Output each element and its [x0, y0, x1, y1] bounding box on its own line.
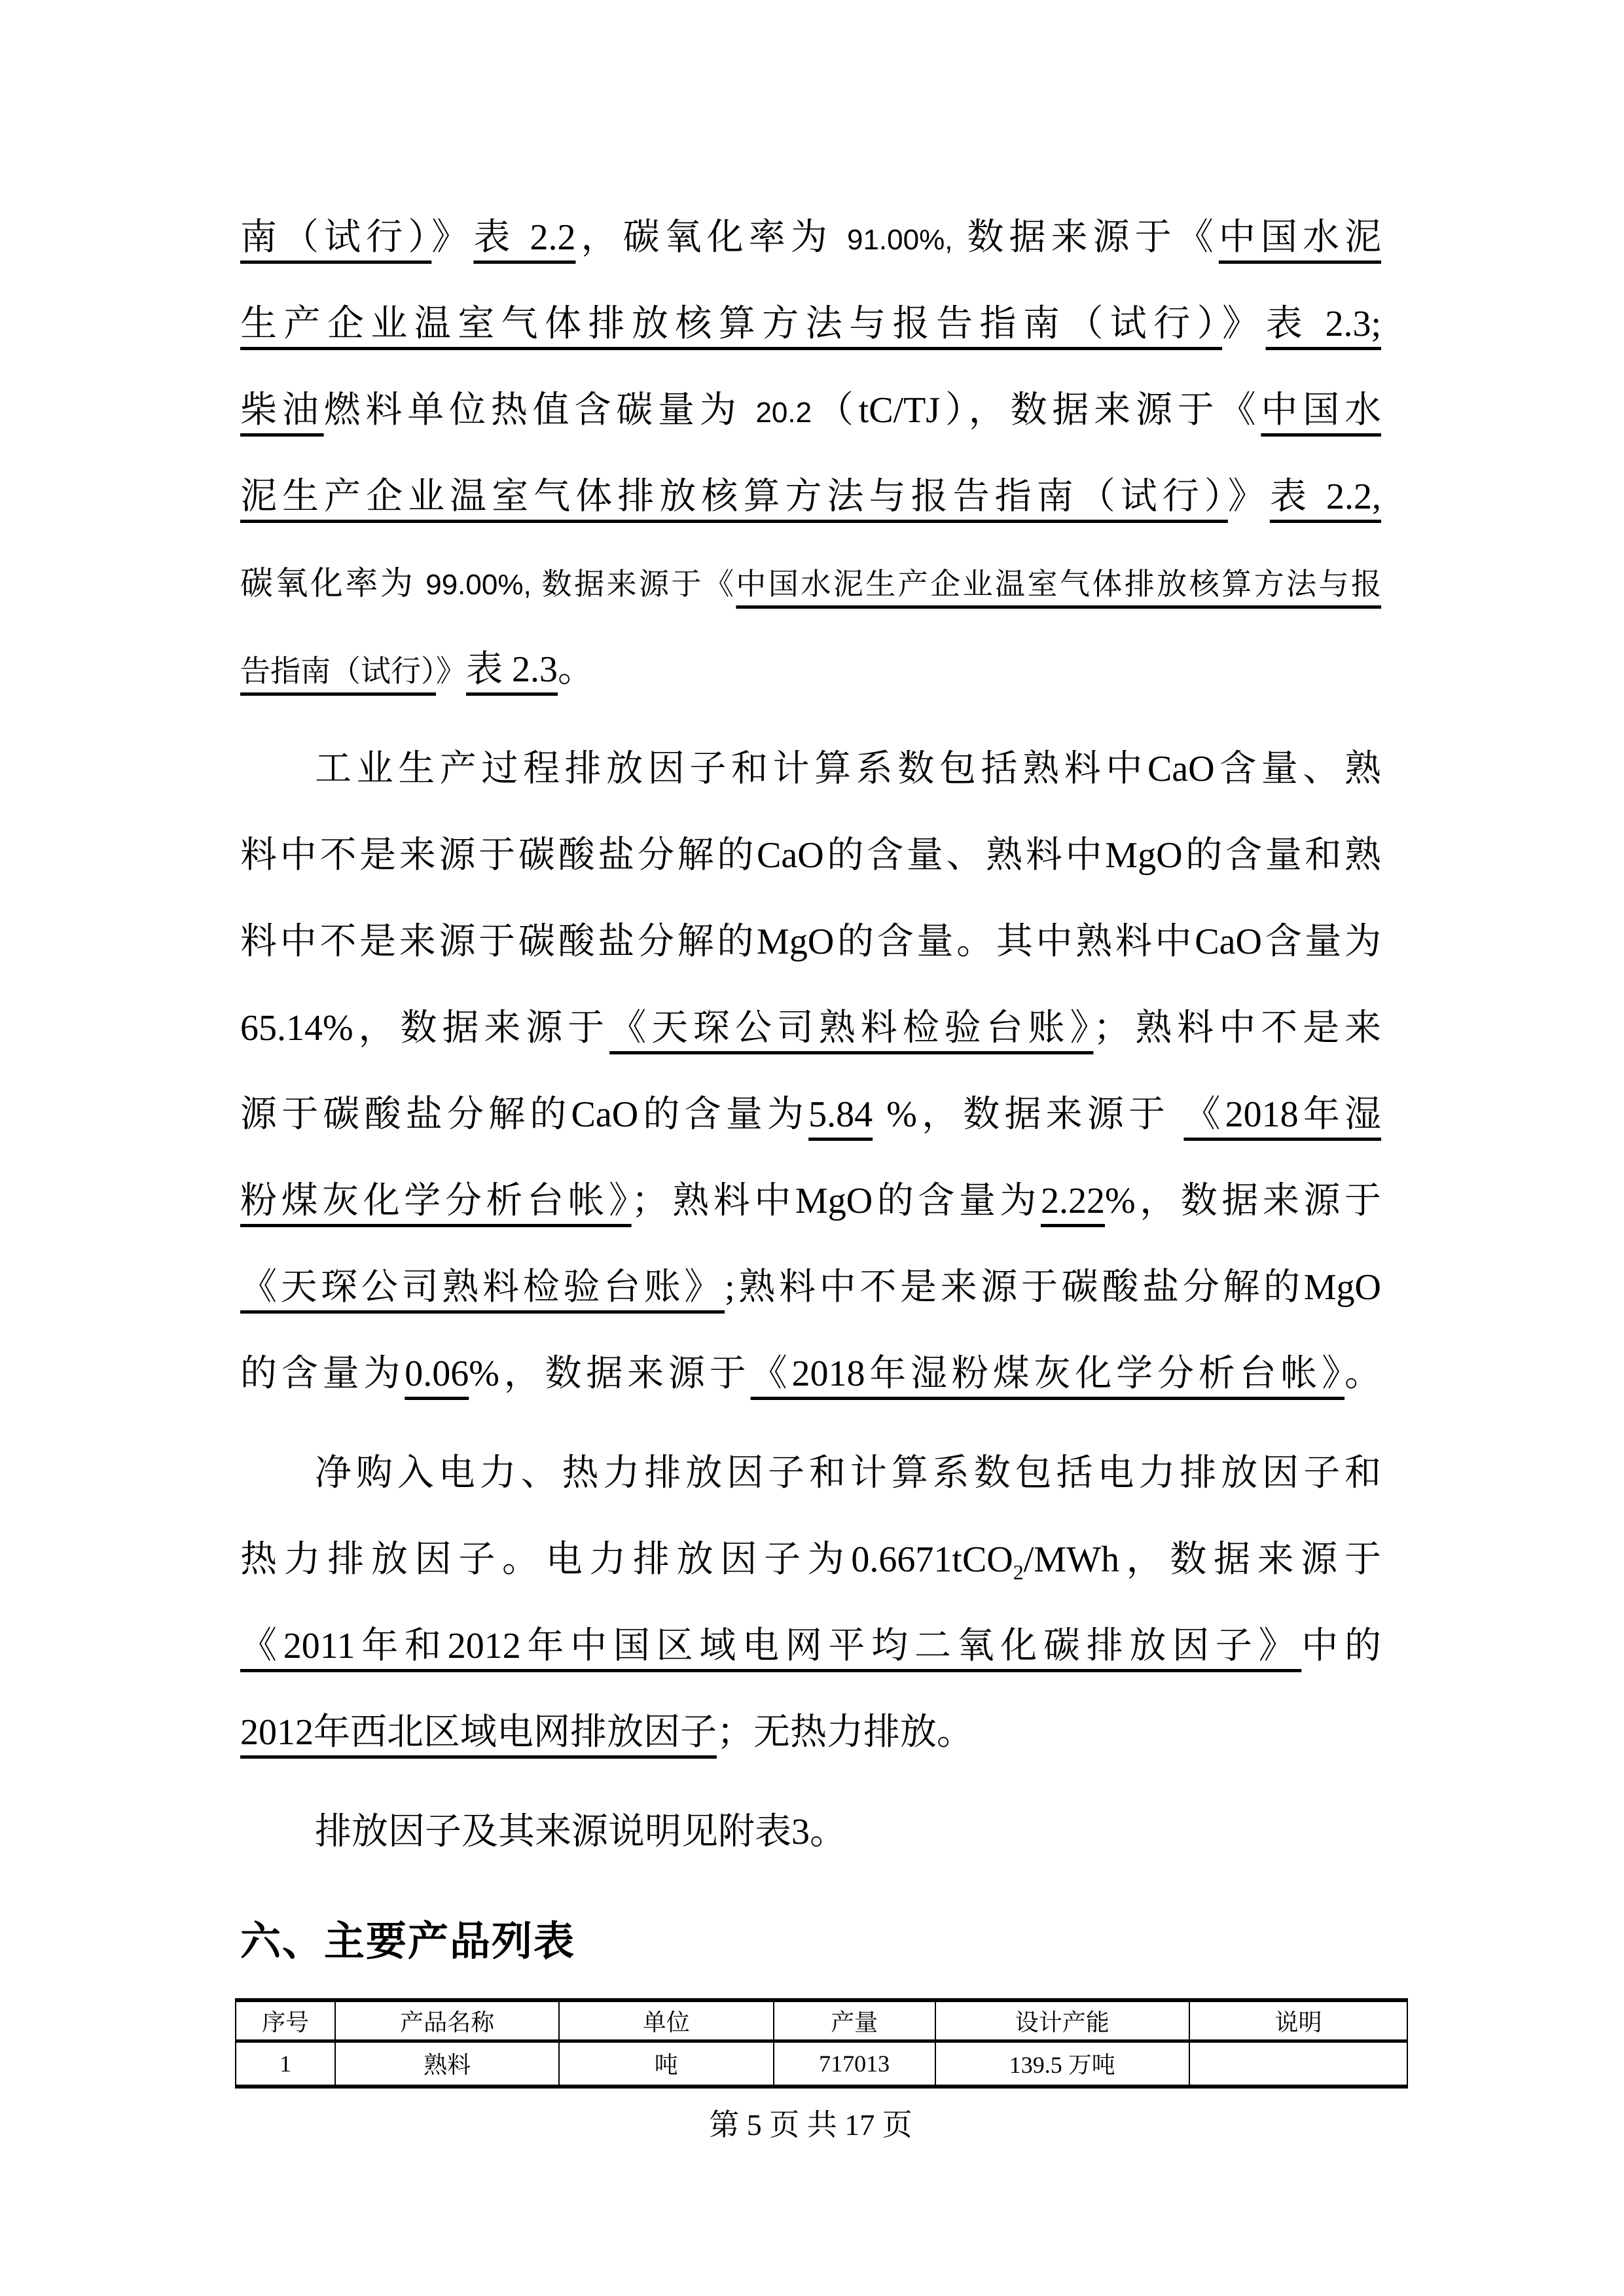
text-segment: %，数据来源于 [1104, 1181, 1382, 1221]
underlined-text-segment: 表 2.2 [473, 217, 576, 258]
products-table [235, 1998, 1408, 2089]
paragraph [240, 1430, 1381, 1776]
body-line [240, 899, 1381, 985]
underlined-text-segment: 南（试行） [240, 217, 432, 258]
text-segment: %，数据来源于 [469, 1354, 751, 1394]
underlined-text-segment: 《2018年湿 [1183, 1094, 1381, 1135]
underlined-text-segment: 《天琛公司熟料检验台账》 [240, 1267, 725, 1308]
table-cell: 熟料 [335, 2041, 559, 2087]
underlined-text-segment: 柴油 [240, 390, 324, 431]
text-segment: （tC/TJ），数据来源于《 [812, 390, 1261, 431]
table-cell: 139.5 万吨 [935, 2041, 1189, 2087]
text-segment: %，数据来源于 [873, 1094, 1184, 1135]
text-segment: ;熟料中不是来源于碳酸盐分解的MgO [725, 1267, 1381, 1308]
text-segment: 》 [1227, 476, 1270, 517]
text-segment: ，碳氧化率为 [575, 217, 847, 258]
body-line [240, 812, 1381, 899]
underlined-text-segment: 中国水泥生产企业温室气体排放核算方法与报 [736, 567, 1382, 601]
text-segment: /MWh，数据来源于 [1023, 1539, 1381, 1580]
body-line [240, 726, 1381, 812]
underlined-text-segment: 《2011年和2012年中国区域电网平均二氧化碳排放因子》 [240, 1626, 1302, 1666]
body-line [240, 1158, 1381, 1244]
text-segment: 料中不是来源于碳酸盐分解的MgO的含量。其中熟料中CaO含量为 [240, 922, 1381, 962]
text-segment: 的含量为 [240, 1354, 405, 1394]
text-segment: ；无热力排放。 [717, 1712, 973, 1753]
text-segment: ；熟料中不是来 [1093, 1008, 1382, 1049]
body-line [240, 985, 1381, 1071]
text-segment [532, 565, 542, 601]
body-line [240, 1689, 1381, 1776]
underlined-text-segment: 告指南（试行） [240, 654, 436, 688]
body-line [240, 194, 1381, 281]
text-segment: 2 [1013, 1560, 1024, 1584]
text-segment: 热力排放因子。电力排放因子为0.6671tCO [240, 1539, 1013, 1580]
underlined-text-segment: 2.22 [1040, 1181, 1105, 1221]
text-segment: 排放因子及其来源说明见附表3。 [315, 1812, 846, 1852]
underlined-text-segment: 2012年西北区域电网排放因子 [240, 1712, 717, 1753]
text-segment: 20.2 [755, 397, 812, 429]
table-header-cell: 产品名称 [335, 2000, 559, 2041]
body-line [240, 454, 1381, 540]
text-segment: 65.14%，数据来源于 [240, 1008, 610, 1049]
paragraph [240, 194, 1381, 713]
table-header-cell: 单位 [559, 2000, 774, 2041]
page-footer: 第 5 页 共 17 页 [709, 2108, 912, 2142]
table-header-cell: 序号 [236, 2000, 335, 2041]
text-segment: 99.00%, [425, 569, 532, 601]
products-table-header [236, 2000, 1407, 2041]
body-line [240, 281, 1381, 367]
section-heading: 六、主要产品列表 [240, 1919, 576, 1964]
text-segment: 中的 [1301, 1626, 1382, 1666]
body-line [240, 1603, 1381, 1689]
table-cell [1189, 2041, 1407, 2087]
table-cell: 717013 [774, 2041, 935, 2087]
underlined-text-segment: 《2018年湿粉煤灰化学分析台帐》 [750, 1354, 1345, 1394]
table-header-row [236, 2000, 1407, 2041]
text-segment: 净购入电力、热力排放因子和计算系数包括电力排放因子和 [315, 1453, 1381, 1494]
table-row [236, 2041, 1407, 2087]
text-segment: 数据来源于《 [541, 567, 736, 601]
underlined-text-segment: 中国水 [1261, 390, 1382, 431]
underlined-text-segment: 《天琛公司熟料检验台账》 [609, 1008, 1094, 1049]
text-segment: 燃料单位热值含碳量为 [323, 390, 756, 431]
body-line [240, 1331, 1381, 1417]
body-line [240, 626, 1381, 713]
body-line [240, 1071, 1381, 1158]
underlined-text-segment: 粉煤灰化学分析台帐》 [240, 1181, 632, 1221]
text-segment: 碳氧化率为 [240, 565, 426, 601]
text-segment: 》 [431, 217, 474, 258]
text-segment: 。 [558, 649, 594, 690]
body-line [240, 1430, 1381, 1516]
text-segment: 》 [436, 654, 466, 688]
underlined-text-segment: 中国水泥 [1218, 217, 1382, 258]
text-segment: 源于碳酸盐分解的CaO的含量为 [240, 1094, 809, 1135]
text-segment: 》 [1222, 304, 1266, 344]
paragraphs-container [240, 194, 1381, 1875]
text-segment: 数据来源于《 [952, 217, 1219, 258]
products-table-body [236, 2041, 1407, 2087]
table-header-cell: 产量 [774, 2000, 935, 2041]
body-line [240, 1244, 1381, 1331]
underlined-text-segment: 泥生产企业温室气体排放核算方法与报告指南（试行） [240, 476, 1228, 517]
underlined-text-segment: 表 2.2, [1269, 476, 1382, 517]
body-line [240, 1516, 1381, 1603]
underlined-text-segment: 5.84 [808, 1094, 873, 1135]
paragraph [240, 726, 1381, 1417]
paragraph [240, 1789, 1381, 1875]
text-segment: 工业生产过程排放因子和计算系数包括熟料中CaO含量、熟 [315, 749, 1381, 789]
text-segment: 。 [1344, 1354, 1382, 1394]
table-cell: 1 [236, 2041, 335, 2087]
table-header-cell: 设计产能 [935, 2000, 1189, 2041]
body-line [240, 540, 1381, 626]
underlined-text-segment: 0.06 [405, 1354, 469, 1394]
underlined-text-segment: 表 2.3; [1265, 304, 1382, 344]
text-segment: ；熟料中MgO的含量为 [631, 1181, 1041, 1221]
table-cell: 吨 [559, 2041, 774, 2087]
body-line [240, 367, 1381, 454]
body-line [240, 1789, 1381, 1875]
text-segment: 91.00%, [846, 224, 953, 256]
text-segment: 料中不是来源于碳酸盐分解的CaO的含量、熟料中MgO的含量和熟 [240, 835, 1381, 876]
underlined-text-segment: 生产企业温室气体排放核算方法与报告指南（试行） [240, 304, 1223, 344]
underlined-text-segment: 表 2.3 [466, 649, 558, 690]
table-header-cell: 说明 [1189, 2000, 1407, 2041]
